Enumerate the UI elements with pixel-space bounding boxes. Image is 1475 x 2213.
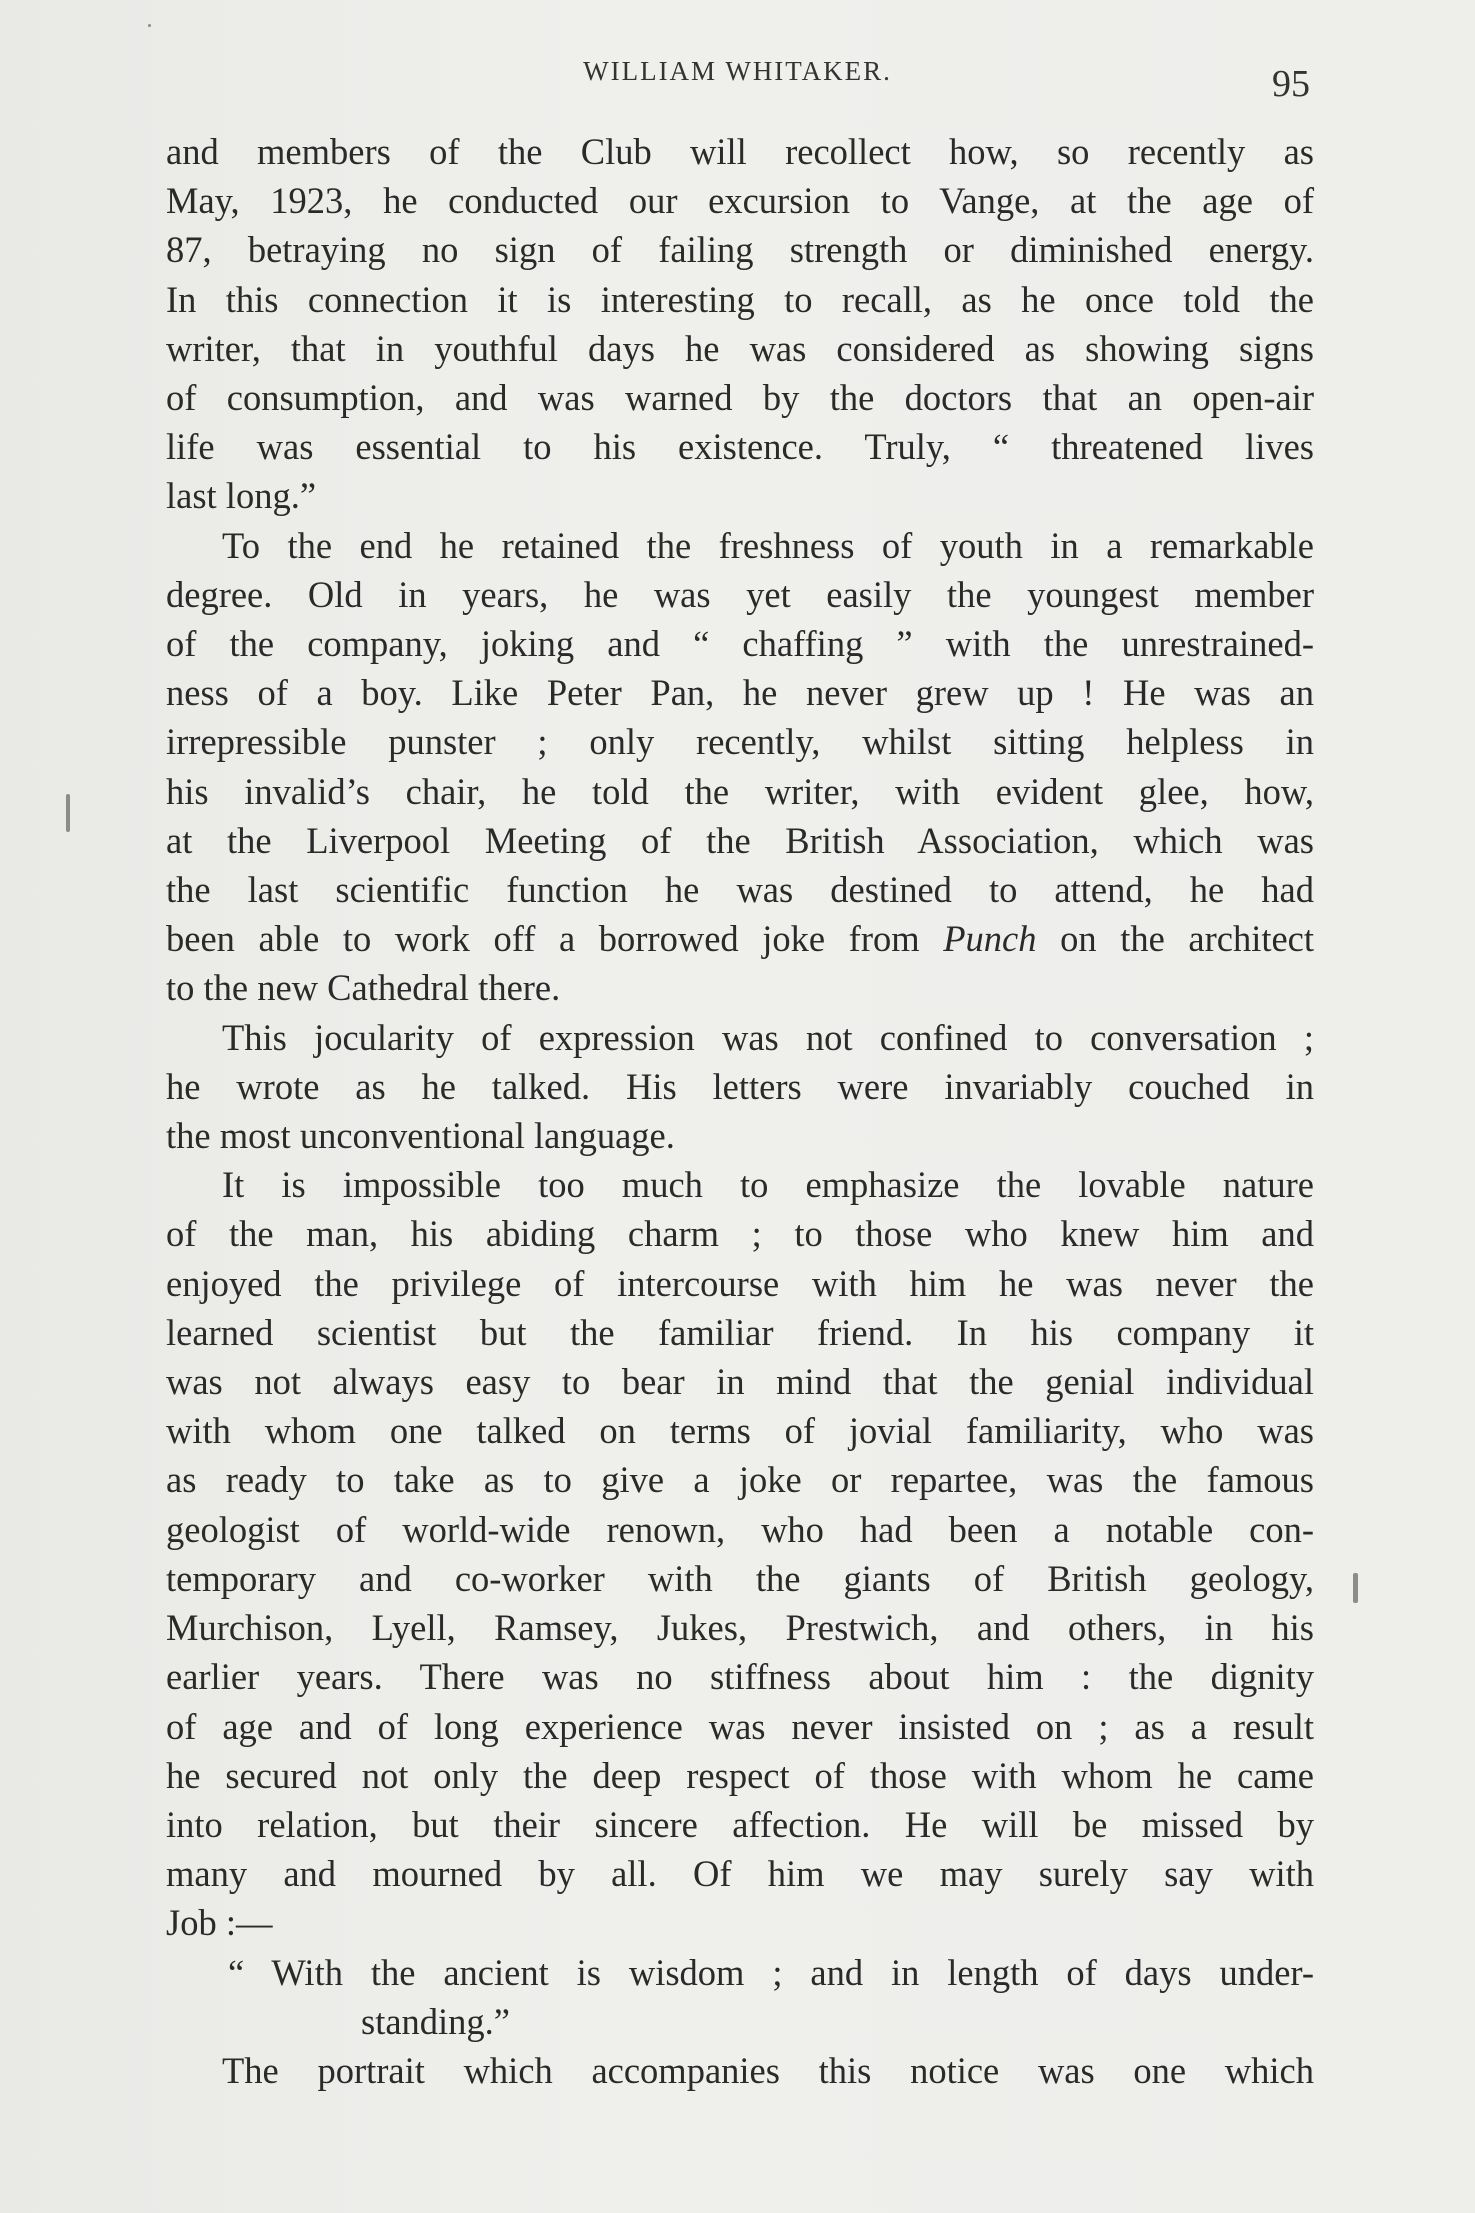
text-line: writer, that in youthful days he was considered as showing signs: [166, 327, 1314, 369]
text-line: last long.”: [166, 475, 317, 517]
text-line: May, 1923, he conducted our excursion to Vange, at the age of: [166, 180, 1314, 222]
text-line: To the end he retained the freshness of youth in a remarkable: [222, 524, 1314, 566]
punch-title: Punch: [943, 918, 1037, 960]
text-line: the last scientific function he was destined to attend, he had: [166, 869, 1314, 911]
text-line: It is impossible too much to emphasize the lovable nature: [222, 1164, 1314, 1206]
text-line: This jocularity of expression was not confined to conversation ;: [222, 1016, 1314, 1058]
text-line: of the man, his abiding charm ; to those who knew him and: [166, 1213, 1314, 1255]
text-fragment: been able to work off a borrowed joke from: [166, 918, 920, 960]
body-text: [166, 127, 1314, 2095]
text-line: 87, betraying no sign of failing strength or diminished energy.: [166, 229, 1314, 271]
text-line: was not always easy to bear in mind that the genial individual: [166, 1361, 1314, 1403]
text-line: Job :—: [166, 1902, 273, 1944]
text-fragment: on the architect: [1060, 918, 1315, 960]
text-line: temporary and co-worker with the giants of British geology,: [166, 1557, 1314, 1599]
quote-line: standing.”: [361, 2000, 511, 2042]
text-line: enjoyed the privilege of intercourse with him he was never the: [166, 1262, 1314, 1304]
text-line: The portrait which accompanies this notice was one which: [222, 2049, 1314, 2091]
text-line: of consumption, and was warned by the doctors that an open-air: [166, 377, 1314, 419]
text-line: degree. Old in years, he was yet easily the youngest member: [166, 573, 1314, 615]
text-line: irrepressible punster ; only recently, whilst sitting helpless in: [166, 721, 1314, 763]
text-line: and members of the Club will recollect how, so recently as: [166, 131, 1314, 172]
text-line-punch: [166, 914, 1314, 963]
text-line: he secured not only the deep respect of those with whom he came: [166, 1754, 1314, 1796]
text-line: geologist of world-wide renown, who had been a notable con-: [166, 1508, 1314, 1550]
paragraph-1: [166, 127, 1314, 521]
running-title: WILLIAM WHITAKER.: [583, 56, 892, 86]
margin-mark: [66, 794, 70, 832]
text-line: of the company, joking and “ chaffing ” with the unrestrained-: [166, 623, 1314, 665]
margin-mark: [1353, 1573, 1358, 1603]
paragraph-5: [166, 2046, 1314, 2095]
text-line: many and mourned by all. Of him we may surely say with: [166, 1853, 1314, 1895]
paragraph-4: [166, 1160, 1314, 1947]
page-number: 95: [1272, 63, 1310, 105]
margin-mark: [148, 24, 151, 27]
quote-line: “ With the ancient is wisdom ; and in length of days under-: [228, 1951, 1314, 1993]
text-line: the most unconventional language.: [166, 1115, 675, 1157]
text-line: learned scientist but the familiar friend. In his company it: [166, 1311, 1314, 1353]
text-line: at the Liverpool Meeting of the British Association, which was: [166, 819, 1314, 861]
paragraph-2: [166, 521, 1314, 1013]
text-line: into relation, but their sincere affection. He will be missed by: [166, 1803, 1314, 1845]
text-line: Murchison, Lyell, Ramsey, Jukes, Prestwich, and others, in his: [166, 1607, 1314, 1649]
job-quotation: [166, 1948, 1314, 2046]
text-line: his invalid’s chair, he told the writer, with evident glee, how,: [166, 770, 1314, 812]
text-line: with whom one talked on terms of jovial familiarity, who was: [166, 1410, 1314, 1452]
text-line: earlier years. There was no stiffness about him : the dignity: [166, 1656, 1314, 1698]
text-line: In this connection it is interesting to recall, as he once told the: [166, 278, 1314, 320]
text-line: he wrote as he talked. His letters were invariably couched in: [166, 1065, 1314, 1107]
text-line: of age and of long experience was never insisted on ; as a result: [166, 1705, 1314, 1747]
text-line: life was essential to his existence. Truly, “ threatened lives: [166, 426, 1314, 468]
text-line: ness of a boy. Like Peter Pan, he never grew up ! He was an: [166, 672, 1314, 714]
text-line: as ready to take as to give a joke or repartee, was the famous: [166, 1459, 1314, 1501]
paragraph-3: [166, 1013, 1314, 1161]
text-line: to the new Cathedral there.: [166, 967, 561, 1009]
